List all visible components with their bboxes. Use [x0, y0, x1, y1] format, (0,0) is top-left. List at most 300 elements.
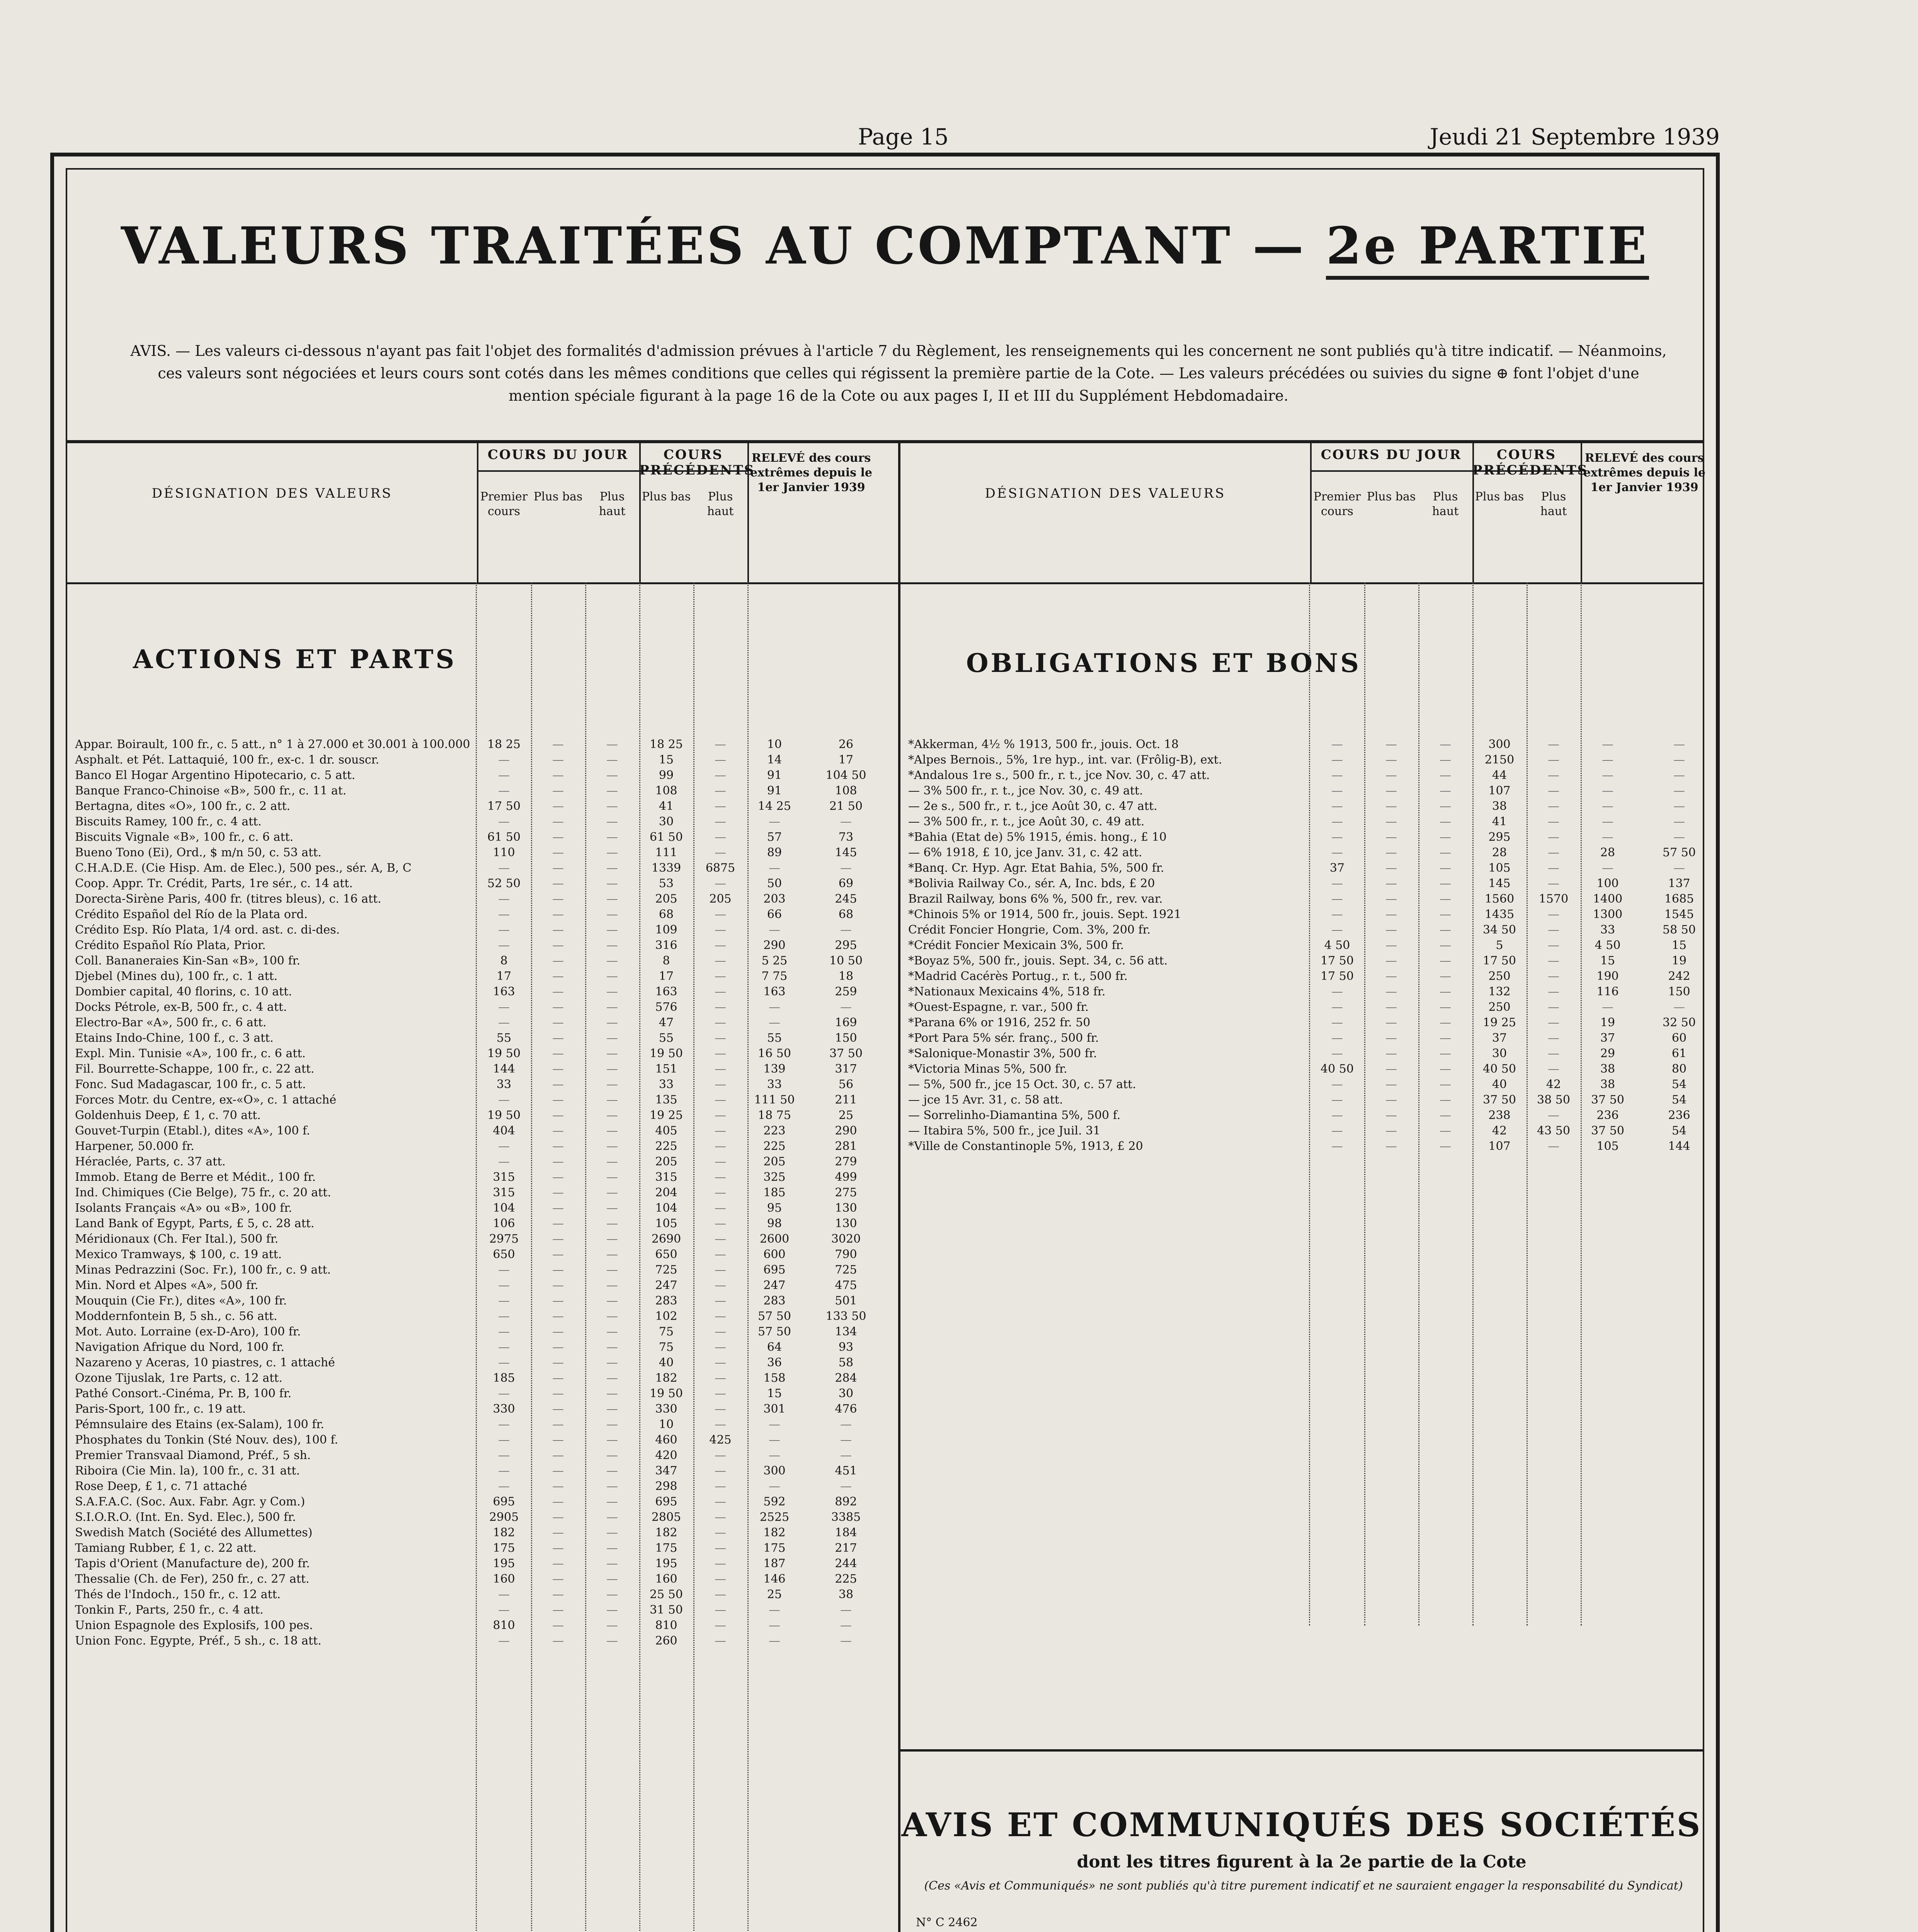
security-name: Phosphates du Tonkin (Sté Nouv. des), 100 f. — [75, 1433, 339, 1447]
quote-value: 17 50 — [1321, 954, 1354, 968]
quote-value: — — [606, 985, 618, 998]
security-name: Forces Motr. du Centre, ex-«O», c. 1 attaché — [75, 1093, 337, 1107]
security-name: Banco El Hogar Argentino Hipotecario, c. 5 att. — [75, 769, 356, 782]
quote-value: — — [1385, 1047, 1397, 1060]
quote-value: 195 — [655, 1557, 677, 1570]
table-row — [75, 984, 890, 1000]
quote-value: — — [498, 1139, 510, 1153]
quote-value: — — [1602, 815, 1613, 828]
quote-value: — — [498, 1588, 510, 1601]
table-row — [75, 752, 890, 768]
table-row — [75, 830, 890, 845]
table-row — [75, 907, 890, 922]
quote-value: — — [552, 861, 564, 875]
quote-value: 151 — [655, 1062, 677, 1076]
quote-value: — — [1440, 769, 1451, 782]
quote-value: — — [840, 1634, 852, 1648]
security-name: Biscuits Vignale «B», 100 fr., c. 6 att. — [75, 830, 294, 844]
quote-value: — — [1548, 877, 1559, 890]
tables-area — [67, 440, 1703, 1932]
quote-value: — — [552, 846, 564, 859]
quote-value: — — [552, 1248, 564, 1261]
quote-value: 95 — [767, 1201, 782, 1215]
quote-value: — — [606, 1170, 618, 1184]
quote-value: — — [1440, 1124, 1451, 1138]
quote-value: — — [552, 1480, 564, 1493]
security-name: Dombier capital, 40 florins, c. 10 att. — [75, 985, 292, 998]
quote-value: — — [606, 1093, 618, 1107]
quote-value: 58 50 — [1663, 923, 1696, 937]
quote-value: — — [1331, 784, 1343, 798]
security-name: Premier Transvaal Diamond, Préf., 5 sh. — [75, 1449, 311, 1462]
quote-value: — — [606, 892, 618, 906]
security-name: Tonkin F., Parts, 250 fr., c. 4 att. — [75, 1603, 264, 1617]
title-part: 2e PARTIE — [1326, 216, 1649, 280]
quote-value: — — [1548, 784, 1559, 798]
quote-value: — — [552, 738, 564, 751]
quote-value: 600 — [763, 1248, 786, 1261]
quote-value: 37 50 — [829, 1047, 863, 1060]
quote-value: 41 — [659, 799, 674, 813]
quote-value: — — [498, 769, 510, 782]
inner-frame — [66, 168, 1704, 1932]
quote-value: 316 — [655, 939, 677, 952]
quote-value: 185 — [763, 1186, 786, 1199]
security-name: Nazareno y Aceras, 10 piastres, c. 1 attaché — [75, 1356, 335, 1369]
table-row — [75, 1571, 890, 1587]
quote-value: 169 — [835, 1016, 857, 1029]
quote-value: 14 — [767, 753, 782, 767]
quote-value: 19 50 — [650, 1387, 683, 1400]
table-row — [75, 1216, 890, 1231]
quote-value: 68 — [838, 908, 854, 921]
quote-value: — — [1385, 1139, 1397, 1153]
security-name: C.H.A.D.E. (Cie Hisp. Am. de Elec.), 500 pes., sér. A, B, C — [75, 861, 412, 875]
quote-value: — — [769, 1619, 780, 1632]
quote-value: — — [606, 1310, 618, 1323]
quote-value: — — [606, 1510, 618, 1524]
quote-value: — — [552, 908, 564, 921]
security-name: — 3% 500 fr., r. t., jce Août 30, c. 49 att. — [908, 815, 1145, 828]
quote-value: — — [1548, 738, 1559, 751]
quote-value: 576 — [655, 1000, 677, 1014]
page-date: Jeudi 21 Septembre 1939 — [1430, 124, 1720, 150]
quote-value: — — [1548, 1109, 1559, 1122]
quote-value: — — [715, 1588, 726, 1601]
quote-value: — — [1331, 1031, 1343, 1045]
table-row — [75, 768, 890, 783]
table-row — [75, 1386, 890, 1401]
quote-value: — — [1385, 1078, 1397, 1091]
security-name: Crédito Esp. Río Plata, 1/4 ord. ast. c. di-des. — [75, 923, 340, 937]
quote-value: 810 — [493, 1619, 515, 1632]
quote-value: — — [715, 1526, 726, 1539]
quote-value: — — [1602, 799, 1613, 813]
quote-value: 38 — [1492, 799, 1507, 813]
security-name: Min. Nord et Alpes «A», 500 fr. — [75, 1279, 259, 1292]
quote-value: 238 — [1488, 1109, 1511, 1122]
quote-value: 146 — [763, 1572, 786, 1586]
table-row — [75, 1340, 890, 1355]
table-row — [908, 1046, 1720, 1061]
quote-value: 275 — [835, 1186, 857, 1199]
quote-value: 31 50 — [650, 1603, 683, 1617]
quote-value: — — [1673, 738, 1685, 751]
quote-value: 1435 — [1484, 908, 1515, 921]
quote-value: — — [1385, 923, 1397, 937]
table-row — [75, 922, 890, 938]
quote-value: — — [1385, 1109, 1397, 1122]
security-name: Crédito Español Río Plata, Prior. — [75, 939, 266, 952]
quote-value: 54 — [1671, 1078, 1687, 1091]
security-name: Tapis d'Orient (Manufacture de), 200 fr. — [75, 1557, 310, 1570]
quote-value: — — [715, 1186, 726, 1199]
quote-value: 42 — [1492, 1124, 1507, 1138]
quote-value: — — [498, 908, 510, 921]
quote-value: — — [1331, 815, 1343, 828]
quote-value: — — [1440, 1031, 1451, 1045]
table-row — [75, 1046, 890, 1061]
quote-value: — — [606, 1387, 618, 1400]
quote-value: — — [1440, 877, 1451, 890]
quote-value: 53 — [659, 877, 674, 890]
quote-value: — — [552, 769, 564, 782]
quote-value: — — [552, 1124, 564, 1138]
table-row — [75, 1061, 890, 1077]
table-row — [75, 1602, 890, 1618]
quote-value: 38 — [838, 1588, 854, 1601]
quote-value: — — [1385, 784, 1397, 798]
quote-value: 175 — [655, 1541, 677, 1555]
quote-value: — — [715, 830, 726, 844]
quote-value: — — [552, 1093, 564, 1107]
avis-communiques-subtitle: dont les titres figurent à la 2e partie de la Cote — [1077, 1852, 1527, 1872]
quote-value: 25 50 — [650, 1588, 683, 1601]
quote-value: 650 — [493, 1248, 515, 1261]
quote-value: 37 — [1492, 1031, 1507, 1045]
quote-value: — — [1440, 861, 1451, 875]
quote-value: — — [606, 1294, 618, 1308]
quote-value: 182 — [655, 1526, 677, 1539]
quote-value: 36 — [767, 1356, 782, 1369]
quote-value: 17 — [496, 969, 512, 983]
quote-value: — — [606, 784, 618, 798]
quote-value: — — [1548, 830, 1559, 844]
quote-value: 2600 — [759, 1232, 790, 1246]
security-name: Pémnsulaire des Etains (ex-Salam), 100 fr. — [75, 1418, 324, 1431]
quote-value: — — [1602, 738, 1613, 751]
security-name: Etains Indo-Chine, 100 f., c. 3 att. — [75, 1031, 274, 1045]
quote-value: 108 — [655, 784, 677, 798]
security-name: Dorecta-Sirène Paris, 400 fr. (titres bleus), c. 16 att. — [75, 892, 381, 906]
quote-value: — — [552, 1031, 564, 1045]
quote-value: 317 — [835, 1062, 857, 1076]
notice-ref: N° C 2462 — [916, 1916, 978, 1929]
quote-value: — — [552, 815, 564, 828]
quote-value: 315 — [493, 1170, 515, 1184]
quote-value: 19 50 — [487, 1047, 521, 1060]
security-name: Mouquin (Cie Fr.), dites «A», 100 fr. — [75, 1294, 287, 1308]
quote-value: — — [1385, 1016, 1397, 1029]
quote-value: 26 — [838, 738, 854, 751]
quote-value: — — [606, 1619, 618, 1632]
quote-value: 105 — [1488, 861, 1511, 875]
quote-value: — — [552, 969, 564, 983]
quote-value: 18 — [838, 969, 854, 983]
quote-value: 34 50 — [1483, 923, 1516, 937]
quote-value: 425 — [709, 1433, 732, 1447]
quote-value: — — [715, 1217, 726, 1230]
security-name: Docks Pétrole, ex-B, 500 fr., c. 4 att. — [75, 1000, 287, 1014]
quote-value: — — [498, 1480, 510, 1493]
table-row — [908, 1092, 1720, 1108]
notice-body — [916, 1914, 1333, 1932]
quote-value: 175 — [763, 1541, 786, 1555]
quote-value: 19 50 — [487, 1109, 521, 1122]
quote-value: — — [606, 1433, 618, 1447]
table-row — [75, 1000, 890, 1015]
quote-value: — — [1548, 954, 1559, 968]
quote-value: — — [1331, 1124, 1343, 1138]
right-column-headers — [900, 443, 1703, 584]
quote-value: — — [715, 1294, 726, 1308]
quote-value: — — [715, 815, 726, 828]
quote-value: — — [606, 877, 618, 890]
security-name: *Nationaux Mexicains 4%, 518 fr. — [908, 985, 1106, 998]
quote-value: — — [552, 1557, 564, 1570]
quote-value: — — [1385, 908, 1397, 921]
security-name: Thés de l'Indoch., 150 fr., c. 12 att. — [75, 1588, 281, 1601]
security-name: S.A.F.A.C. (Soc. Aux. Fabr. Agr. y Com.) — [75, 1495, 305, 1509]
cours-du-jour-header: COURS DU JOUR Premier cours Plus bas Plus haut — [477, 443, 641, 582]
table-row — [75, 1324, 890, 1340]
quote-value: — — [552, 1062, 564, 1076]
table-row — [75, 1185, 890, 1201]
quote-value: 102 — [655, 1310, 677, 1323]
table-row — [75, 1231, 890, 1247]
quote-value: — — [840, 861, 852, 875]
quote-value: — — [606, 1217, 618, 1230]
quote-value: — — [606, 1588, 618, 1601]
quote-value: — — [715, 1619, 726, 1632]
quote-value: 107 — [1488, 1139, 1511, 1153]
security-name: *Bahia (Etat de) 5% 1915, émis. hong., £ 10 — [908, 830, 1167, 844]
quote-value: — — [606, 1356, 618, 1369]
quote-value: 30 — [1492, 1047, 1507, 1060]
quote-value: — — [1331, 738, 1343, 751]
quote-value: 33 — [496, 1078, 512, 1091]
quote-value: — — [606, 908, 618, 921]
quote-value: — — [498, 861, 510, 875]
quote-value: — — [1331, 908, 1343, 921]
quote-value: 1545 — [1664, 908, 1694, 921]
quote-value: 52 50 — [487, 877, 521, 890]
quote-value: — — [606, 769, 618, 782]
table-row — [75, 845, 890, 861]
quote-value: — — [715, 939, 726, 952]
quote-value: — — [769, 861, 780, 875]
quote-value: 244 — [835, 1557, 857, 1570]
security-name: Coll. Bananeraies Kin-San «B», 100 fr. — [75, 954, 301, 968]
quote-value: — — [1331, 1047, 1343, 1060]
quote-value: — — [1440, 815, 1451, 828]
quote-value: — — [498, 939, 510, 952]
quote-value: 57 50 — [758, 1310, 791, 1323]
quote-value: — — [498, 1016, 510, 1029]
quote-value: 69 — [838, 877, 854, 890]
quote-value: 5 25 — [761, 954, 788, 968]
quote-value: — — [1440, 799, 1451, 813]
quote-value: — — [840, 923, 852, 937]
quote-value: 7 75 — [761, 969, 788, 983]
quote-value: — — [1602, 784, 1613, 798]
quote-value: 139 — [763, 1062, 786, 1076]
table-row — [908, 752, 1720, 768]
quote-value: — — [606, 1263, 618, 1277]
quote-value: — — [840, 1449, 852, 1462]
quote-value: 250 — [1488, 969, 1511, 983]
quote-value: 2905 — [489, 1510, 519, 1524]
table-row — [75, 814, 890, 830]
security-name: Riboira (Cie Min. la), 100 fr., c. 31 att. — [75, 1464, 300, 1478]
table-row — [908, 783, 1720, 799]
security-name: Expl. Min. Tunisie «A», 100 fr., c. 6 att. — [75, 1047, 306, 1060]
security-name: — 6% 1918, £ 10, jce Janv. 31, c. 42 att. — [908, 846, 1142, 859]
quote-value: 14 25 — [758, 799, 791, 813]
table-row — [75, 1432, 890, 1448]
quote-value: 330 — [655, 1402, 677, 1416]
security-name: Méridionaux (Ch. Fer Ital.), 500 fr. — [75, 1232, 279, 1246]
quote-value: 41 — [1492, 815, 1507, 828]
table-row — [75, 1587, 890, 1602]
quote-value: 247 — [763, 1279, 786, 1292]
quote-value: — — [606, 1325, 618, 1338]
quote-value: 116 — [1596, 985, 1619, 998]
quote-value: — — [715, 1124, 726, 1138]
security-name: Appar. Boirault, 100 fr., c. 5 att., n° 1 à 27.000 et 30.001 à 100.000 — [75, 738, 470, 751]
security-name: Harpener, 50.000 fr. — [75, 1139, 194, 1153]
quote-value: 33 — [767, 1078, 782, 1091]
table-row — [75, 799, 890, 814]
quote-value: 300 — [1488, 738, 1511, 751]
quote-value: 107 — [1488, 784, 1511, 798]
quote-value: 5 — [1496, 939, 1503, 952]
quote-value: — — [1602, 769, 1613, 782]
quote-value: — — [840, 1603, 852, 1617]
security-name: *Salonique-Monastir 3%, 500 fr. — [908, 1047, 1097, 1060]
quote-value: 17 50 — [487, 799, 521, 813]
quote-value: — — [606, 738, 618, 751]
quote-value: 17 50 — [1321, 969, 1354, 983]
quote-value: — — [606, 1418, 618, 1431]
quote-value: 111 50 — [754, 1093, 795, 1107]
quote-value: 245 — [835, 892, 857, 906]
table-row — [75, 1371, 890, 1386]
page-frame — [50, 153, 1720, 1932]
quote-value: — — [1385, 799, 1397, 813]
quote-value: — — [1385, 939, 1397, 952]
quote-value: 725 — [835, 1263, 857, 1277]
quote-value: — — [715, 1047, 726, 1060]
quote-value: — — [1385, 985, 1397, 998]
quote-value: 135 — [655, 1093, 677, 1107]
quote-value: — — [606, 1526, 618, 1539]
quote-value: — — [552, 830, 564, 844]
security-name: — 5%, 500 fr., jce 15 Oct. 30, c. 57 att. — [908, 1078, 1136, 1091]
quote-value: 1300 — [1593, 908, 1623, 921]
quote-value: 37 50 — [1483, 1093, 1516, 1107]
table-row — [75, 1401, 890, 1417]
security-name: *Victoria Minas 5%, 500 fr. — [908, 1062, 1067, 1076]
quote-value: — — [1331, 1078, 1343, 1091]
avis-communiques-title: AVIS ET COMMUNIQUÉS DES SOCIÉTÉS — [901, 1806, 1702, 1844]
quote-value: — — [552, 1279, 564, 1292]
quote-value: 100 — [1596, 877, 1619, 890]
quote-value: — — [552, 1541, 564, 1555]
quote-value: — — [606, 969, 618, 983]
security-name: *Port Para 5% sér. franç., 500 fr. — [908, 1031, 1099, 1045]
quote-value: — — [1548, 1062, 1559, 1076]
quote-value: 205 — [655, 892, 677, 906]
quote-value: — — [715, 1279, 726, 1292]
table-row — [75, 1108, 890, 1123]
quote-value: 19 — [1671, 954, 1687, 968]
quote-value: — — [1548, 939, 1559, 952]
quote-value: — — [552, 1433, 564, 1447]
security-name: Fonc. Sud Madagascar, 100 fr., c. 5 att. — [75, 1078, 306, 1091]
security-name: Fil. Bourrette-Schappe, 100 fr., c. 22 att. — [75, 1062, 315, 1076]
quote-value: — — [769, 1603, 780, 1617]
quote-value: — — [769, 1449, 780, 1462]
quote-value: — — [498, 1418, 510, 1431]
quote-value: — — [552, 985, 564, 998]
quote-value: 225 — [835, 1572, 857, 1586]
quote-value: 15 — [659, 753, 674, 767]
quote-value: — — [552, 1634, 564, 1648]
quote-value: 104 — [493, 1201, 515, 1215]
quote-value: — — [552, 1047, 564, 1060]
quote-value: — — [552, 1186, 564, 1199]
security-name: S.I.O.R.O. (Int. En. Syd. Elec.), 500 fr. — [75, 1510, 296, 1524]
quote-value: 3020 — [831, 1232, 861, 1246]
table-row — [908, 814, 1720, 830]
quote-value: 190 — [1596, 969, 1619, 983]
quote-value: — — [1385, 830, 1397, 844]
releve-header: RELEVÉ des cours extrêmes depuis le 1er Janvier 1939 — [750, 451, 872, 494]
quote-value: — — [1548, 861, 1559, 875]
quote-value: — — [1673, 753, 1685, 767]
quote-value: 40 50 — [1483, 1062, 1516, 1076]
security-name: Electro-Bar «A», 500 fr., c. 6 att. — [75, 1016, 267, 1029]
quote-value: 75 — [659, 1340, 674, 1354]
quote-value: 105 — [1596, 1139, 1619, 1153]
quote-value: 158 — [763, 1371, 786, 1385]
quote-value: 8 — [662, 954, 670, 968]
quote-value: 592 — [763, 1495, 786, 1509]
quote-value: — — [1673, 815, 1685, 828]
quote-value: 133 50 — [825, 1310, 866, 1323]
table-row — [75, 1309, 890, 1324]
quote-value: — — [1440, 846, 1451, 859]
quote-value: 54 — [1671, 1093, 1687, 1107]
actions-section-title: ACTIONS ET PARTS — [133, 644, 457, 674]
security-name: Moddernfontein B, 5 sh., c. 56 att. — [75, 1310, 277, 1323]
quote-value: — — [1331, 846, 1343, 859]
quote-value: — — [606, 846, 618, 859]
quote-value: — — [840, 1418, 852, 1431]
quote-value: — — [606, 1464, 618, 1478]
security-name: Isolants Français «A» ou «B», 100 fr. — [75, 1201, 292, 1215]
